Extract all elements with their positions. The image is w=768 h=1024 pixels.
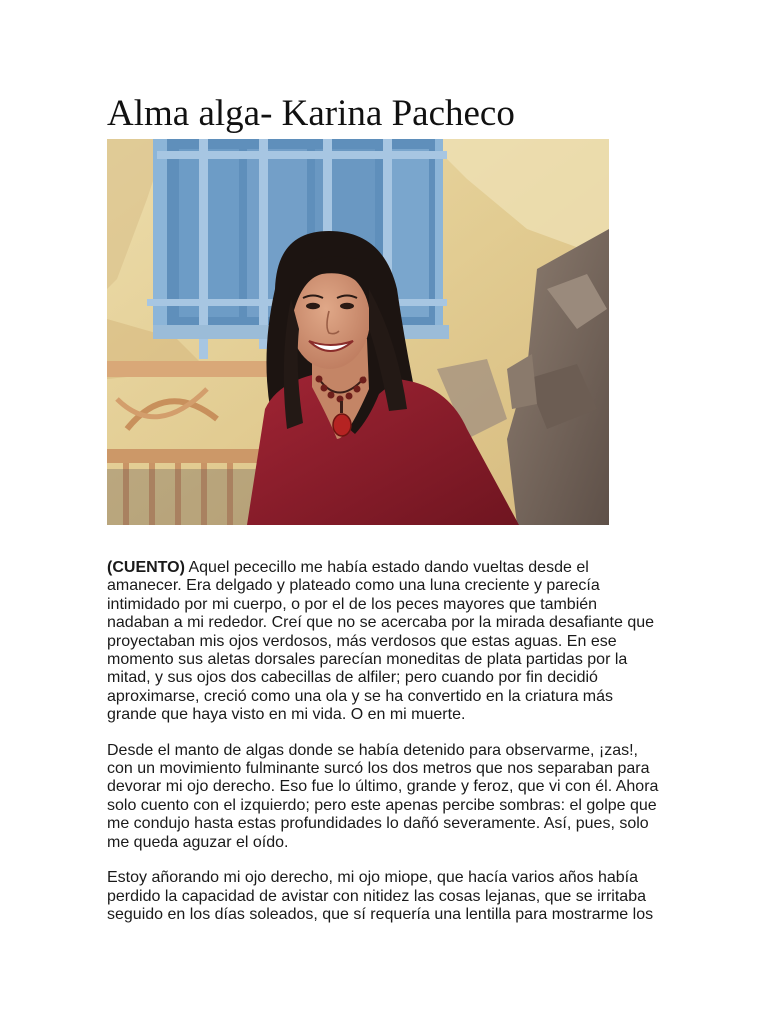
article-paragraph-1 — [107, 559, 663, 725]
article-body — [107, 559, 663, 941]
article-paragraph-3 — [107, 869, 663, 924]
paragraph-text: Aquel pececillo me había estado dando vueltas desde el amanecer. Era delgado y plateado como una luna creciente y parecía intimidado por mi cuerpo, o por el de los peces mayores que también nadaban a mi rededor. Creí que no se acercaba por la mirada desafiante que proyectaban mis ojos verdosos, más verdosos que estas aguas. En ese momento sus aletas dorsales parecían moneditas de plata partidas por la mitad, y sus ojos dos cabecillas de alfiler; pero cuando por fin decidió aproximarse, creció como una ola y se ha convertido en la criatura más grande que haya visto en mi vida. O en mi muerte. — [107, 559, 655, 724]
author-photo — [107, 139, 609, 525]
paragraph-text: Desde el manto de algas donde se había detenido para observarme, ¡zas!, con un movimiento fulminante surcó los dos metros que nos separaban para devorar mi ojo derecho. Eso fue lo último, grande y feroz, que vi con él. Ahora solo cuento con el izquierdo; pero este apenas percibe sombras: el golpe que me condujo hasta estas profundidades lo dañó severamente. Así, pues, solo me queda aguzar el oído. — [107, 741, 659, 851]
document-title: Alma alga- Karina Pacheco — [107, 93, 515, 134]
genre-label: (CUENTO) — [107, 559, 185, 576]
article-paragraph-2 — [107, 742, 663, 852]
paragraph-text: Estoy añorando mi ojo derecho, mi ojo miope, que hacía varios años había perdido la capacidad de avistar con nitidez las cosas lejanas, que se irritaba seguido en los días soleados, que sí requería una lentilla para mostrarme los — [107, 869, 654, 923]
